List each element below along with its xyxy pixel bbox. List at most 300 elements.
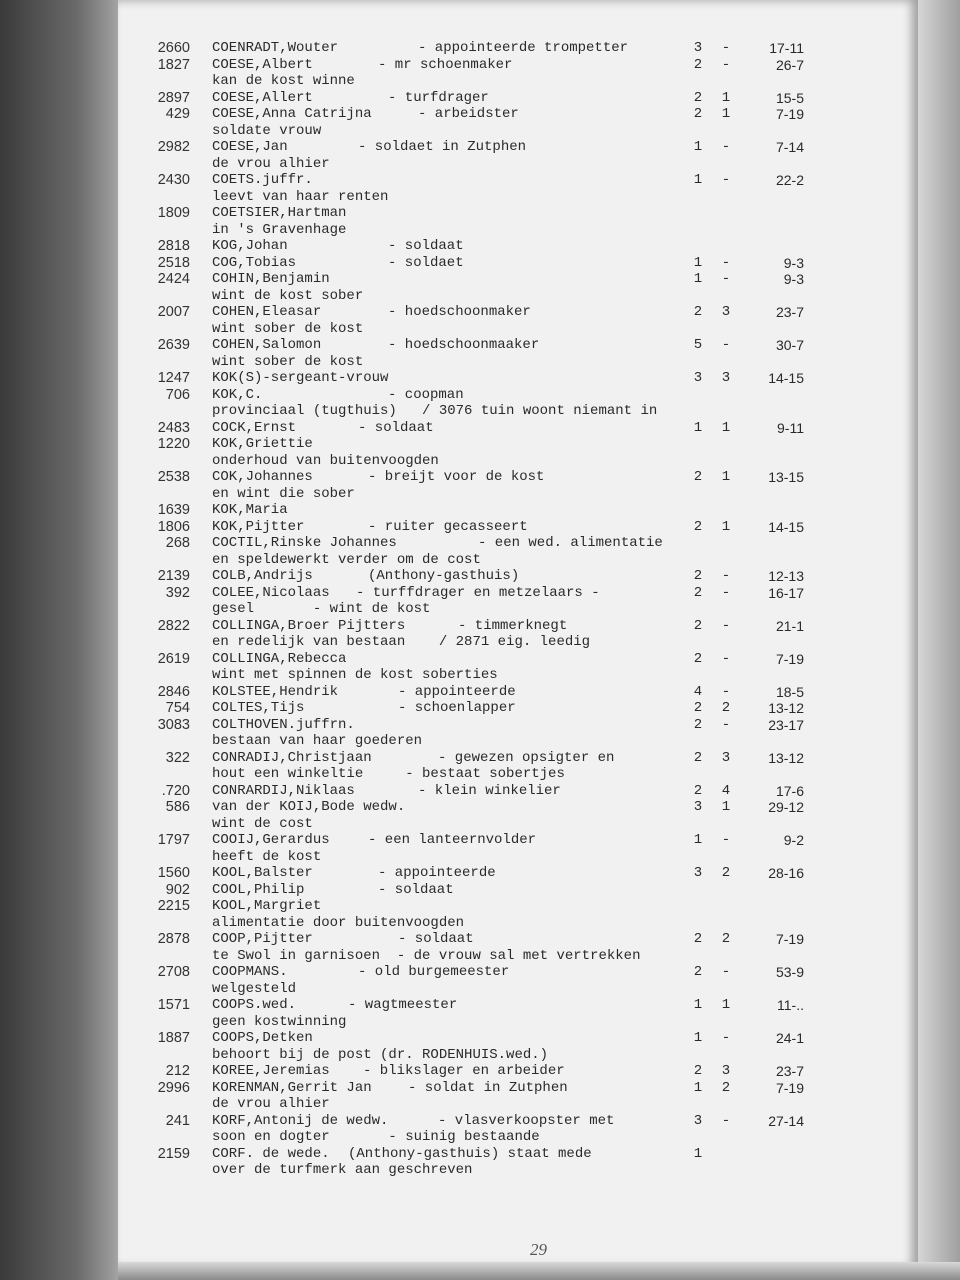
entry-name: COOIJ,Gerardus <box>212 832 330 848</box>
entry-number: 2660 <box>157 40 190 56</box>
entry-name: KOK(S)-sergeant-vrouw <box>212 370 389 386</box>
entry-continuation-line <box>118 1014 918 1031</box>
entry-occupation: - soldaat <box>358 419 434 436</box>
entry-count-2: - <box>721 139 731 155</box>
register-entry <box>118 1080 918 1097</box>
entry-note: soon en dogter - suinig bestaande <box>212 1129 540 1145</box>
entry-name: COETS.juffr. <box>212 172 313 188</box>
entry-count-1: 1 <box>693 139 703 155</box>
entry-occupation: - mr schoenmaker <box>378 56 513 73</box>
entry-amount: 18-5 <box>775 683 804 700</box>
register-entry <box>118 997 918 1014</box>
entry-count-2: 1 <box>721 419 731 436</box>
entry-count-1: 3 <box>693 40 703 56</box>
entry-continuation-line <box>118 189 918 206</box>
entry-count-2: - <box>721 964 731 980</box>
entry-occupation: - vlasverkoopster met <box>438 1112 615 1129</box>
entry-continuation-line <box>118 1129 918 1146</box>
entry-number: 241 <box>165 1112 190 1129</box>
entry-count-1: 1 <box>693 832 703 848</box>
entry-occupation: - hoedschoonmaker <box>388 304 531 320</box>
entry-amount: 11-.. <box>777 997 804 1013</box>
register-entry <box>118 106 918 123</box>
entry-number: 2708 <box>157 964 190 980</box>
entry-name: COLTES,Tijs <box>212 700 305 716</box>
entry-count-1: 1 <box>693 1145 703 1162</box>
entry-count-1: 2 <box>693 584 703 601</box>
register-entry <box>118 618 918 635</box>
entry-name: COLTHOVEN.juffrn. <box>212 716 355 733</box>
entry-count-2: - <box>721 172 731 188</box>
entry-count-1: 2 <box>693 56 703 73</box>
entry-count-1: 1 <box>693 271 703 287</box>
entry-name: KOK,C. <box>212 386 263 403</box>
entry-number: 706 <box>165 386 190 403</box>
entry-note: gesel - wint de kost <box>212 601 431 617</box>
entry-note: wint de kost sober <box>212 287 364 304</box>
entry-note: welgesteld <box>212 980 297 997</box>
entry-number: 2822 <box>157 617 190 634</box>
entry-continuation-line <box>118 733 918 750</box>
entry-number: 2424 <box>157 271 190 287</box>
entry-count-2: 3 <box>721 370 731 386</box>
register-entry <box>118 337 918 354</box>
register-entry <box>118 750 918 767</box>
entry-name: COENRADT,Wouter <box>212 40 339 56</box>
entry-name: KORENMAN,Gerrit Jan <box>212 1079 372 1096</box>
entry-number: 322 <box>165 749 190 766</box>
entry-number: 2897 <box>157 89 190 106</box>
register-entry <box>118 832 918 849</box>
entry-name: COLLINGA,Rebecca <box>212 650 347 667</box>
entry-name: COOL,Philip <box>212 881 305 898</box>
entry-continuation-line <box>118 634 918 651</box>
entry-continuation-line <box>118 354 918 371</box>
entry-occupation: - een lanteernvolder <box>368 832 537 848</box>
register-entry <box>118 898 918 915</box>
entry-name: KOG,Johan <box>212 238 288 254</box>
entry-count-1: 3 <box>693 799 703 815</box>
entry-number: 2430 <box>157 172 190 188</box>
entry-occupation: - appointeerde <box>398 683 516 700</box>
entry-occupation: (Anthony-gasthuis) <box>368 568 520 584</box>
register-entry <box>118 205 918 222</box>
entry-number: 2518 <box>157 254 190 271</box>
entry-count-1: 5 <box>693 337 703 353</box>
entry-amount: 16-17 <box>768 584 804 601</box>
entry-count-2: 4 <box>721 782 731 799</box>
entry-occupation: - hoedschoonmaaker <box>388 337 540 353</box>
entry-count-1: 2 <box>693 964 703 980</box>
entry-name: COCTIL,Rinske Johannes <box>212 535 397 551</box>
entry-count-1: 2 <box>693 617 703 634</box>
entry-note: de vrou alhier <box>212 1096 330 1112</box>
entry-occupation: - soldat in Zutphen <box>408 1079 568 1096</box>
entry-number: 902 <box>165 881 190 898</box>
entry-note: kan de kost winne <box>212 73 355 89</box>
entry-number: 1827 <box>157 56 190 73</box>
entry-count-1: 1 <box>693 172 703 188</box>
entry-name: COOPS.wed. <box>212 997 297 1013</box>
entry-continuation-line <box>118 552 918 569</box>
register-entry <box>118 370 918 387</box>
entry-note: over de turfmerk aan geschreven <box>212 1162 473 1178</box>
entry-continuation-line <box>118 288 918 305</box>
entry-count-1: 4 <box>693 683 703 700</box>
entry-occupation: - turfdrager <box>388 89 489 106</box>
entry-continuation-line <box>118 766 918 783</box>
register-entry <box>118 139 918 156</box>
entry-number: 1639 <box>157 502 190 518</box>
register-entry <box>118 684 918 701</box>
entry-name: COCK,Ernst <box>212 419 297 436</box>
entry-name: KOOL,Balster <box>212 865 313 881</box>
entry-count-2: - <box>721 568 731 584</box>
register-entry <box>118 1063 918 1080</box>
entry-number: 2619 <box>157 650 190 667</box>
entry-count-1: 2 <box>693 469 703 485</box>
register-entry <box>118 783 918 800</box>
entry-number: 2215 <box>157 898 190 914</box>
entry-name: KORF,Antonij de wedw. <box>212 1112 389 1129</box>
entry-occupation: - soldaat <box>398 931 474 947</box>
entry-note: wint met spinnen de kost soberties <box>212 667 498 683</box>
entry-number: 429 <box>165 106 190 122</box>
register-entry <box>118 519 918 536</box>
entry-count-1: 2 <box>693 931 703 947</box>
entry-name: CONRADIJ,Christjaan <box>212 749 372 766</box>
entry-count-1: 3 <box>693 865 703 881</box>
entry-number: 1247 <box>157 370 190 386</box>
entry-count-2: 2 <box>721 1079 731 1096</box>
entry-amount: 17-6 <box>775 782 804 799</box>
entry-amount: 26-7 <box>775 56 804 73</box>
entry-amount: 30-7 <box>775 337 804 353</box>
register-entry <box>118 865 918 882</box>
entry-amount: 21-1 <box>775 617 804 634</box>
entry-note: onderhoud van buitenvoogden <box>212 452 439 469</box>
entry-number: 2483 <box>157 419 190 436</box>
register-entry <box>118 436 918 453</box>
entry-name: COHIN,Benjamin <box>212 271 330 287</box>
entry-continuation-line <box>118 321 918 338</box>
entry-name: COHEN,Salomon <box>212 337 322 353</box>
entry-note: hout een winkeltie - bestaat sobertjes <box>212 766 565 782</box>
entry-count-2: - <box>721 337 731 353</box>
entry-occupation: - soldaet <box>388 254 464 271</box>
entry-name: COHEN,Eleasar <box>212 304 322 320</box>
entry-count-1: 2 <box>693 716 703 733</box>
entry-number: 212 <box>165 1063 190 1079</box>
entry-count-1: 2 <box>693 782 703 799</box>
entry-continuation-line <box>118 915 918 932</box>
entry-note: provinciaal (tugthuis) / 3076 tuin woont niemant in <box>212 403 658 419</box>
entry-count-2: 1 <box>721 799 731 815</box>
page-bottom-edge <box>118 1262 960 1280</box>
entry-name: KOK,Pijtter <box>212 518 305 535</box>
entry-amount: 7-19 <box>775 1079 804 1096</box>
entry-count-2: - <box>721 1030 731 1046</box>
entry-name: COETSIER,Hartman <box>212 205 347 221</box>
entry-count-1: 1 <box>693 1079 703 1096</box>
register-entry <box>118 651 918 668</box>
entry-count-1: 1 <box>693 1030 703 1046</box>
entry-amount: 7-19 <box>775 931 804 947</box>
entry-count-1: 3 <box>693 1112 703 1129</box>
entry-number: 2846 <box>157 683 190 700</box>
entry-note: wint de cost <box>212 815 313 832</box>
entry-number: 2139 <box>157 568 190 584</box>
register-entry <box>118 420 918 437</box>
entry-name: COESE,Allert <box>212 89 313 106</box>
entry-count-2: - <box>721 584 731 601</box>
entry-continuation-line <box>118 403 918 420</box>
register-entry <box>118 700 918 717</box>
entry-occupation: - ruiter gecasseert <box>368 518 528 535</box>
entry-count-2: - <box>721 683 731 700</box>
register-entry <box>118 585 918 602</box>
register-entry <box>118 931 918 948</box>
entry-name: COOP,Pijtter <box>212 931 313 947</box>
entry-number: 2639 <box>157 337 190 353</box>
register-entry <box>118 1113 918 1130</box>
entry-note: en redelijk van bestaan / 2871 eig. leedig <box>212 634 591 650</box>
entry-amount: 7-19 <box>775 650 804 667</box>
entry-number: 392 <box>165 584 190 601</box>
entry-name: KOK,Maria <box>212 502 288 518</box>
entry-count-1: 1 <box>693 419 703 436</box>
entry-note: alimentatie door buitenvoogden <box>212 914 465 931</box>
entry-number: 1220 <box>157 436 190 452</box>
register-entry <box>118 57 918 74</box>
entry-continuation-line <box>118 1162 918 1179</box>
entry-amount: 9-2 <box>783 832 804 848</box>
entry-name: KOREE,Jeremias <box>212 1063 330 1079</box>
entry-number: 2007 <box>157 304 190 320</box>
register-entry <box>118 717 918 734</box>
entry-count-1: 2 <box>693 106 703 122</box>
entry-note: wint sober de kost <box>212 320 364 337</box>
entry-count-2: - <box>721 271 731 287</box>
entry-name: COESE,Jan <box>212 139 288 155</box>
entry-name: COLEE,Nicolaas <box>212 584 330 601</box>
entry-number: 586 <box>165 799 190 815</box>
entry-count-2: 2 <box>721 865 731 881</box>
entry-count-2: - <box>721 650 731 667</box>
entry-name: COG,Tobias <box>212 254 297 271</box>
register-entry <box>118 172 918 189</box>
entry-amount: 23-7 <box>775 304 804 320</box>
entry-name: KOOL,Margriet <box>212 898 322 914</box>
entry-number: 3083 <box>157 716 190 733</box>
entry-continuation-line <box>118 222 918 239</box>
entry-number: .720 <box>161 782 190 799</box>
entry-count-2: - <box>721 254 731 271</box>
entry-amount: 13-12 <box>768 749 804 766</box>
entry-number: 268 <box>165 535 190 551</box>
entry-count-1: 2 <box>693 1063 703 1079</box>
entry-continuation-line <box>118 1047 918 1064</box>
register-entry <box>118 882 918 899</box>
entry-continuation-line <box>118 1096 918 1113</box>
entry-note: de vrou alhier <box>212 155 330 172</box>
entry-note: behoort bij de post (dr. RODENHUIS.wed.) <box>212 1046 549 1063</box>
entry-note: bestaan van haar goederen <box>212 733 423 749</box>
entry-name: van der KOIJ,Bode wedw. <box>212 799 406 815</box>
entry-occupation: - soldaat <box>378 881 454 898</box>
entry-count-2: 3 <box>721 304 731 320</box>
entry-number: 1571 <box>157 997 190 1013</box>
register-entry <box>118 469 918 486</box>
register-entry <box>118 387 918 404</box>
entry-count-1: 2 <box>693 304 703 320</box>
register-entry <box>118 568 918 585</box>
entry-continuation-line <box>118 156 918 173</box>
entry-amount: 14-15 <box>768 370 804 386</box>
entry-count-2: 1 <box>721 997 731 1013</box>
entry-count-2: 2 <box>721 931 731 947</box>
entry-number: 1806 <box>157 518 190 535</box>
entry-note: soldate vrouw <box>212 122 322 139</box>
entry-amount: 53-9 <box>775 964 804 980</box>
register-entry <box>118 40 918 57</box>
entry-occupation: - soldaet in Zutphen <box>358 139 527 155</box>
register-entry <box>118 502 918 519</box>
entry-name: CORF. de wede. <box>212 1145 330 1162</box>
entry-count-1: 1 <box>693 254 703 271</box>
entry-number: 2538 <box>157 469 190 485</box>
entry-count-1: 1 <box>693 997 703 1013</box>
entry-occupation: - coopman <box>388 386 464 403</box>
entry-name: COK,Johannes <box>212 469 313 485</box>
entry-occupation: - arbeidster <box>418 106 519 122</box>
entry-name: KOLSTEE,Hendrik <box>212 683 339 700</box>
register-entry <box>118 1030 918 1047</box>
entry-count-1: 2 <box>693 650 703 667</box>
entry-amount: 29-12 <box>768 799 804 815</box>
entry-count-2: 3 <box>721 1063 731 1079</box>
entry-number: 2982 <box>157 139 190 155</box>
entry-name: COLLINGA,Broer Pijtters <box>212 617 406 634</box>
entry-amount: 23-7 <box>775 1063 804 1079</box>
entry-number: 1560 <box>157 865 190 881</box>
register-entry <box>118 271 918 288</box>
entry-count-2: - <box>721 1112 731 1129</box>
entry-occupation: - turffdrager en metzelaars - <box>356 584 600 601</box>
entry-count-2: - <box>721 56 731 73</box>
entry-occupation: - klein winkelier <box>418 782 561 799</box>
entry-occupation: - old burgemeester <box>358 964 510 980</box>
entry-count-2: 2 <box>721 700 731 716</box>
register-entry <box>118 535 918 552</box>
entry-number: 2996 <box>157 1079 190 1096</box>
entry-continuation-line <box>118 849 918 866</box>
entry-occupation: - appointeerde <box>378 865 496 881</box>
entry-amount: 24-1 <box>775 1030 804 1046</box>
entry-amount: 12-13 <box>768 568 804 584</box>
entry-count-2: 1 <box>721 518 731 535</box>
register-entry <box>118 1146 918 1163</box>
entry-number: 2818 <box>157 238 190 254</box>
entry-name: COOPS,Detken <box>212 1030 313 1046</box>
entry-occupation: - soldaat <box>388 238 464 254</box>
entry-amount: 14-15 <box>768 518 804 535</box>
entry-count-2: - <box>721 832 731 848</box>
entry-name: CONRARDIJ,Niklaas <box>212 782 355 799</box>
register-entry <box>118 90 918 107</box>
register-entry <box>118 799 918 816</box>
entry-count-1: 2 <box>693 568 703 584</box>
register-entry <box>118 304 918 321</box>
entry-name: COOPMANS. <box>212 964 288 980</box>
register-entry <box>118 238 918 255</box>
entry-note: heeft de kost <box>212 848 322 865</box>
entry-count-1: 2 <box>693 700 703 716</box>
entry-amount: 7-19 <box>775 106 804 122</box>
entry-name: COESE,Anna Catrijna <box>212 106 372 122</box>
entry-amount: 15-5 <box>775 89 804 106</box>
entry-occupation: - blikslager en arbeider <box>363 1063 565 1079</box>
register-entry <box>118 964 918 981</box>
entry-number: 1797 <box>157 832 190 848</box>
entry-continuation-line <box>118 667 918 684</box>
entry-number: 2159 <box>157 1145 190 1162</box>
entry-amount: 13-15 <box>768 469 804 485</box>
entry-continuation-line <box>118 73 918 90</box>
entry-continuation-line <box>118 486 918 503</box>
entry-occupation: - wagtmeester <box>348 997 458 1013</box>
entry-continuation-line <box>118 123 918 140</box>
page-edge <box>918 0 960 1280</box>
entry-amount: 28-16 <box>768 865 804 881</box>
page-number: 29 <box>530 1240 547 1259</box>
entry-note: te Swol in garnisoen - de vrouw sal met vertrekken <box>212 947 641 964</box>
entry-amount: 22-2 <box>775 172 804 188</box>
entry-amount: 9-11 <box>777 419 804 436</box>
entry-amount: 23-17 <box>768 716 804 733</box>
entry-amount: 13-12 <box>768 700 804 716</box>
entry-amount: 9-3 <box>783 254 804 271</box>
entry-count-2: 1 <box>721 89 731 106</box>
entry-count-2: - <box>721 617 731 634</box>
entry-amount: 27-14 <box>768 1112 804 1129</box>
entry-note: en wint die sober <box>212 485 355 502</box>
entry-continuation-line <box>118 981 918 998</box>
entry-name: COLB,Andrijs <box>212 568 313 584</box>
entry-number: 2878 <box>157 931 190 947</box>
entry-number: 1887 <box>157 1030 190 1046</box>
entry-number: 754 <box>165 700 190 716</box>
entry-note: geen kostwinning <box>212 1013 347 1030</box>
entry-count-2: - <box>721 716 731 733</box>
entry-count-1: 2 <box>693 518 703 535</box>
entry-name: KOK,Griettie <box>212 436 313 452</box>
entry-count-1: 3 <box>693 370 703 386</box>
entry-note: wint sober de kost <box>212 353 364 370</box>
entry-occupation: - timmerknegt <box>458 617 568 634</box>
entry-count-1: 2 <box>693 749 703 766</box>
entry-continuation-line <box>118 453 918 470</box>
entry-occupation: - gewezen opsigter en <box>438 749 615 766</box>
entry-continuation-line <box>118 601 918 618</box>
entry-note: leevt van haar renten <box>212 188 389 205</box>
entry-count-2: 1 <box>721 106 731 122</box>
entry-occupation: - een wed. alimentatie <box>478 535 663 551</box>
entry-occupation: - appointeerde trompetter <box>418 40 629 56</box>
entry-occupation: (Anthony-gasthuis) staat mede <box>348 1145 592 1162</box>
entry-continuation-line <box>118 816 918 833</box>
entry-count-2: - <box>721 40 731 56</box>
